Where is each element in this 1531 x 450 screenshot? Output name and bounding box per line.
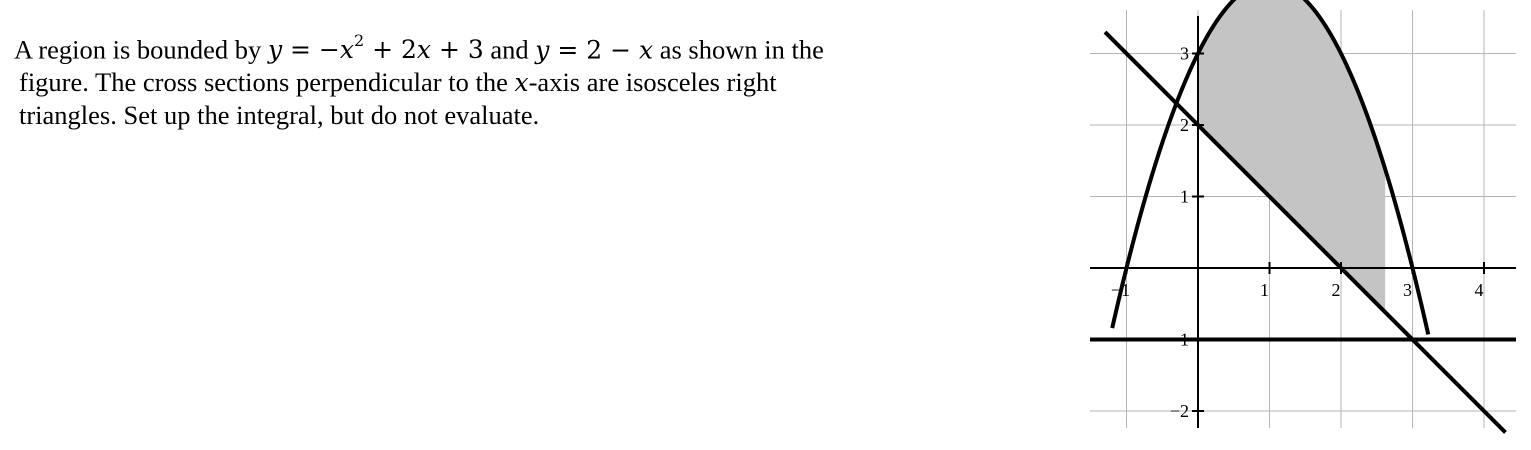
problem-line-1 <box>14 28 1034 66</box>
math-operator: + 3 <box>431 35 484 65</box>
problem-line-2 <box>14 66 1034 99</box>
x-tick-label: 3 <box>1403 280 1412 300</box>
math-operator: + 2 <box>364 35 417 65</box>
equation-line <box>535 35 653 64</box>
region-graph <box>1080 0 1531 450</box>
problem-text: figure. The cross sections perpendicular to the <box>19 67 515 98</box>
x-tick-label: 1 <box>1260 280 1269 300</box>
x-tick-label: 4 <box>1474 280 1484 300</box>
problem-line-3: triangles. Set up the integral, but do not evaluate. <box>19 100 540 131</box>
math-var: x <box>416 35 432 65</box>
shaded-region <box>1198 0 1385 312</box>
equation-parabola <box>267 31 484 65</box>
problem-text: and <box>483 34 536 65</box>
x-tick-label: −1 <box>1110 280 1131 300</box>
y-tick-label: 2 <box>1180 115 1189 135</box>
math-var: y <box>267 35 283 65</box>
y-tick-label: −1 <box>1169 329 1189 350</box>
y-tick-label: 1 <box>1180 186 1189 207</box>
math-operator: = − <box>282 35 340 65</box>
y-tick-label: 3 <box>1180 43 1189 64</box>
math-var: y <box>535 35 550 65</box>
x-tick-label: 2 <box>1331 280 1341 300</box>
y-tick-label: −2 <box>1169 401 1189 421</box>
math-exponent: 2 <box>353 31 365 50</box>
problem-text: A region is bounded by <box>14 34 268 65</box>
math-var: x <box>339 35 354 65</box>
math-var: x <box>639 35 654 65</box>
graph-canvas <box>1080 0 1531 450</box>
math-var: x <box>514 68 529 98</box>
math-operator: = 2 − <box>549 35 639 65</box>
problem-statement <box>14 28 1034 131</box>
problem-text: -axis are isosceles right <box>528 67 777 98</box>
problem-text: as shown in the <box>653 34 824 65</box>
